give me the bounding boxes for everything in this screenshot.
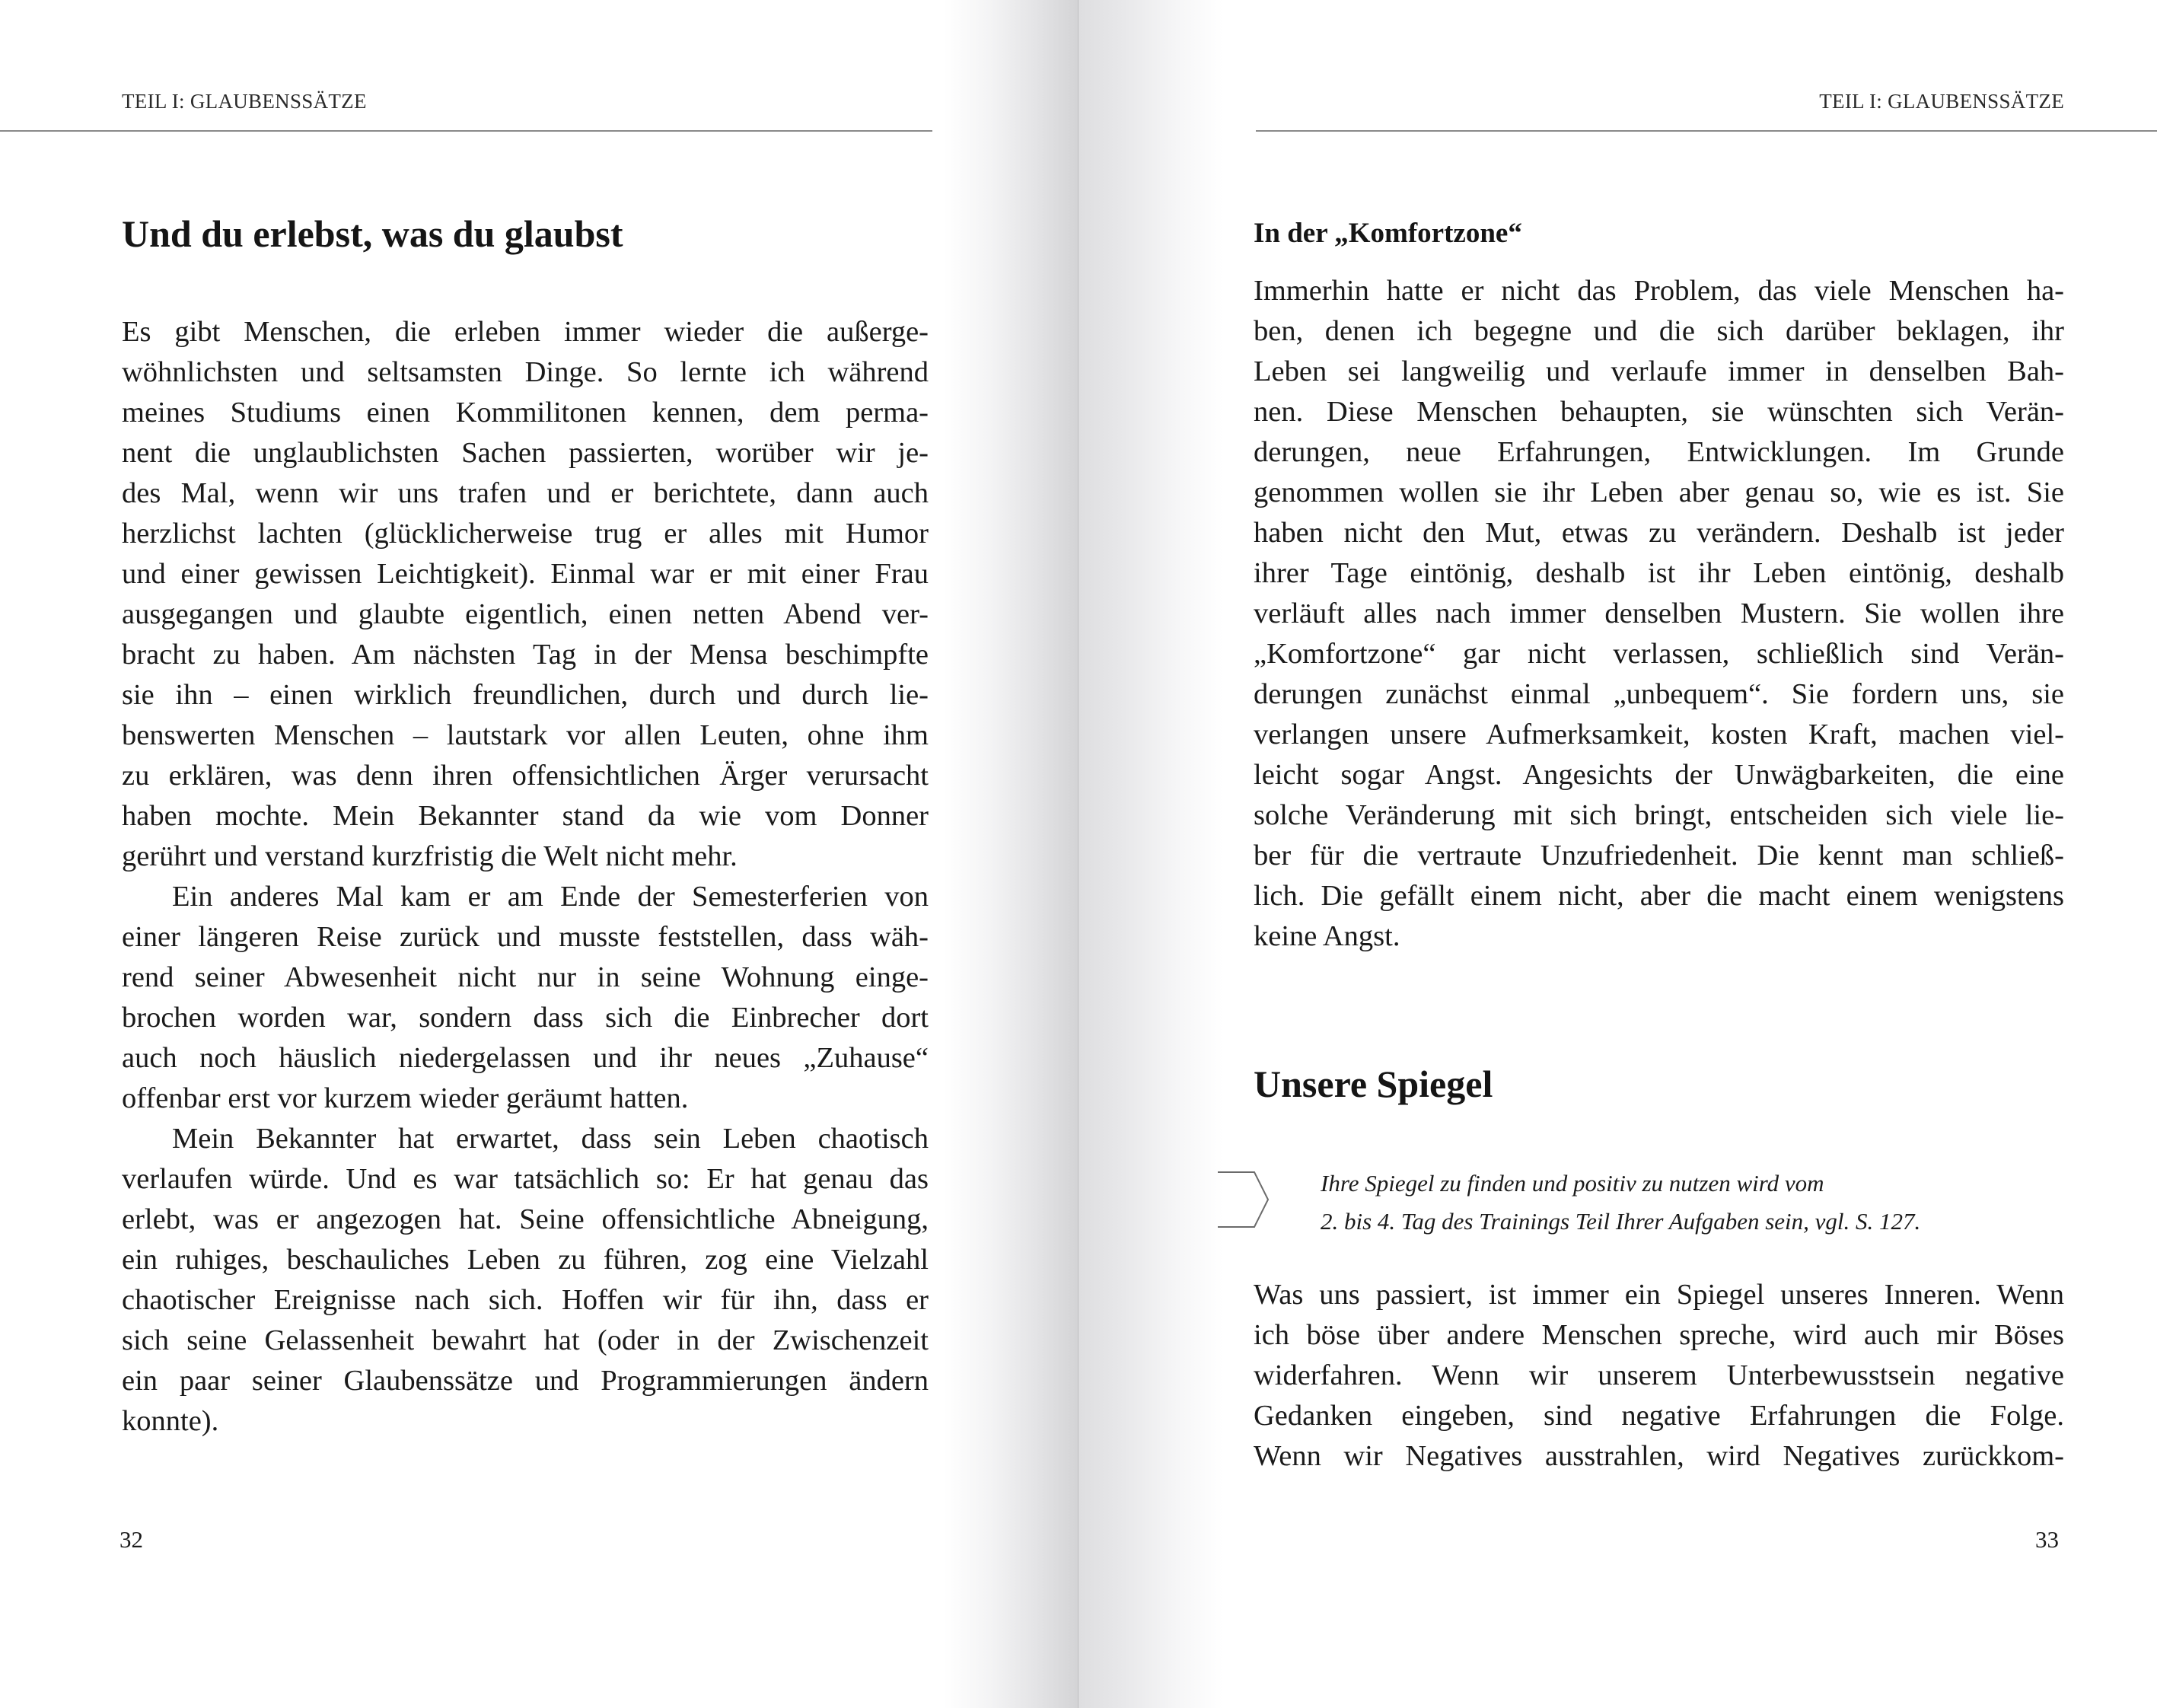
text-line: gerührt und verstand kurzfristig die Welt nicht mehr. xyxy=(122,840,738,872)
section-heading-2: Unsere Spiegel xyxy=(1254,1063,1493,1105)
text-line: Gedanken eingeben, sind negative Erfahrungen die Folge. xyxy=(1254,1400,2064,1432)
text-line: Immerhin hatte er nicht das Problem, das viele Menschen ha- xyxy=(1254,275,2064,307)
callout-line: Ihre Spiegel zu finden und positiv zu nutzen wird vom xyxy=(1321,1170,1824,1197)
section-heading: Und du erlebst, was du glaubst xyxy=(122,212,623,255)
paragraph xyxy=(122,312,929,877)
text-line: konnte). xyxy=(122,1405,219,1437)
text-line: auch noch häuslich niedergelassen und ihr neues „Zuhause“ xyxy=(122,1042,929,1074)
page-number-right: 33 xyxy=(2035,1526,2059,1553)
text-line: wöhnlichsten und seltsamsten Dinge. So lernte ich während xyxy=(122,356,929,388)
page-number-left: 32 xyxy=(119,1526,143,1553)
text-line: „Komfortzone“ gar nicht verlassen, schließlich sind Verän- xyxy=(1254,638,2064,670)
text-line: bracht zu haben. Am nächsten Tag in der Mensa beschimpfte xyxy=(122,639,929,671)
text-line: ich böse über andere Menschen spreche, wird auch mir Böses xyxy=(1254,1319,2064,1351)
paragraph xyxy=(1254,271,2064,957)
text-line: derungen, neue Erfahrungen, Entwicklungen. Im Grunde xyxy=(1254,436,2064,468)
text-line: verlaufen würde. Und es war tatsächlich so: Er hat genau das xyxy=(122,1163,929,1195)
text-line: offenbar erst vor kurzem wieder geräumt hatten. xyxy=(122,1082,689,1114)
text-line: chaotischer Ereignisse nach sich. Hoffen wir für ihn, dass er xyxy=(122,1284,929,1316)
header-rule-right xyxy=(1256,130,2157,132)
text-line: widerfahren. Wenn wir unserem Unterbewusstsein negative xyxy=(1254,1359,2064,1391)
running-head-left: TEIL I: GLAUBENSSÄTZE xyxy=(122,90,367,113)
text-line: verlangen unsere Aufmerksamkeit, kosten Kraft, machen viel- xyxy=(1254,719,2064,750)
header-rule-left xyxy=(0,130,932,132)
text-line: brochen worden war, sondern dass sich die Einbrecher dort xyxy=(122,1002,929,1034)
text-line: Es gibt Menschen, die erleben immer wieder die außerge- xyxy=(122,316,929,348)
text-line: Was uns passiert, ist immer ein Spiegel unseres Inneren. Wenn xyxy=(1254,1279,2064,1311)
paragraph xyxy=(1254,1275,2064,1477)
right-body-text-2 xyxy=(1254,1275,2064,1477)
text-line: ein paar seiner Glaubenssätze und Programmierungen ändern xyxy=(122,1365,929,1397)
callout-line: 2. bis 4. Tag des Trainings Teil Ihrer Aufgaben sein, vgl. S. 127. xyxy=(1321,1208,1921,1235)
paragraph xyxy=(122,1119,929,1442)
text-line: sich seine Gelassenheit bewahrt hat (oder in der Zwischenzeit xyxy=(122,1324,929,1356)
text-line: keine Angst. xyxy=(1254,920,1400,952)
text-line: benswerten Menschen – lautstark vor allen Leuten, ohne ihm xyxy=(122,719,929,751)
running-head-right: TEIL I: GLAUBENSSÄTZE xyxy=(1819,90,2064,113)
subsection-heading: In der „Komfortzone“ xyxy=(1254,218,1522,249)
text-line: haben mochte. Mein Bekannter stand da wie vom Donner xyxy=(122,800,929,832)
callout-text xyxy=(1321,1165,1920,1241)
text-line: ben, denen ich begegne und die sich darüber beklagen, ihr xyxy=(1254,315,2064,347)
text-line: haben nicht den Mut, etwas zu verändern. Deshalb ist jeder xyxy=(1254,517,2064,549)
cross-reference-callout xyxy=(1218,1165,2040,1241)
paragraph xyxy=(122,877,929,1119)
text-line: zu erklären, was denn ihren offensichtlichen Ärger verursacht xyxy=(122,760,929,792)
text-line: sie ihn – einen wirklich freundlichen, durch und durch lie- xyxy=(122,679,929,711)
left-body-text xyxy=(122,312,929,1442)
text-line: lich. Die gefällt einem nicht, aber die macht einem wenigstens xyxy=(1254,880,2064,912)
text-line: erlebt, was er angezogen hat. Seine offensichtliche Abneigung, xyxy=(122,1203,929,1235)
text-line: solche Veränderung mit sich bringt, entscheiden sich viele lie- xyxy=(1254,799,2064,831)
text-line: genommen wollen sie ihr Leben aber genau so, wie es ist. Sie xyxy=(1254,476,2064,508)
text-line: Wenn wir Negatives ausstrahlen, wird Negatives zurückkom- xyxy=(1254,1440,2064,1472)
text-line: ein ruhiges, beschauliches Leben zu führen, zog eine Vielzahl xyxy=(122,1244,929,1276)
text-line: ausgegangen und glaubte eigentlich, einen netten Abend ver- xyxy=(122,598,929,630)
text-line: ihrer Tage eintönig, deshalb ist ihr Leben eintönig, deshalb xyxy=(1254,557,2064,589)
text-line: einer längeren Reise zurück und musste feststellen, dass wäh- xyxy=(122,921,929,953)
text-line: rend seiner Abwesenheit nicht nur in seine Wohnung einge- xyxy=(122,961,929,993)
text-line: Mein Bekannter hat erwartet, dass sein Leben chaotisch xyxy=(172,1123,929,1155)
text-line: herzlichst lachten (glücklicherweise trug er alles mit Humor xyxy=(122,518,929,550)
text-line: leicht sogar Angst. Angesichts der Unwägbarkeiten, die eine xyxy=(1254,759,2064,791)
left-page xyxy=(0,0,1078,1708)
text-line: des Mal, wenn wir uns trafen und er berichtete, dann auch xyxy=(122,477,929,509)
text-line: verläuft alles nach immer denselben Mustern. Sie wollen ihre xyxy=(1254,597,2064,629)
text-line: meines Studiums einen Kommilitonen kennen, dem perma- xyxy=(122,397,929,429)
arrow-tab-icon xyxy=(1218,1171,1271,1232)
right-body-text-1 xyxy=(1254,271,2064,957)
right-page xyxy=(1078,0,2157,1708)
text-line: nen. Diese Menschen behaupten, sie wünschten sich Verän- xyxy=(1254,396,2064,428)
text-line: derungen zunächst einmal „unbequem“. Sie fordern uns, sie xyxy=(1254,678,2064,710)
text-line: ber für die vertraute Unzufriedenheit. Die kennt man schließ- xyxy=(1254,840,2064,872)
text-line: und einer gewissen Leichtigkeit). Einmal war er mit einer Frau xyxy=(122,558,929,590)
text-line: nent die unglaublichsten Sachen passierten, worüber wir je- xyxy=(122,437,929,469)
text-line: Leben sei langweilig und verlaufe immer in denselben Bah- xyxy=(1254,355,2064,387)
text-line: Ein anderes Mal kam er am Ende der Semesterferien von xyxy=(172,881,929,913)
